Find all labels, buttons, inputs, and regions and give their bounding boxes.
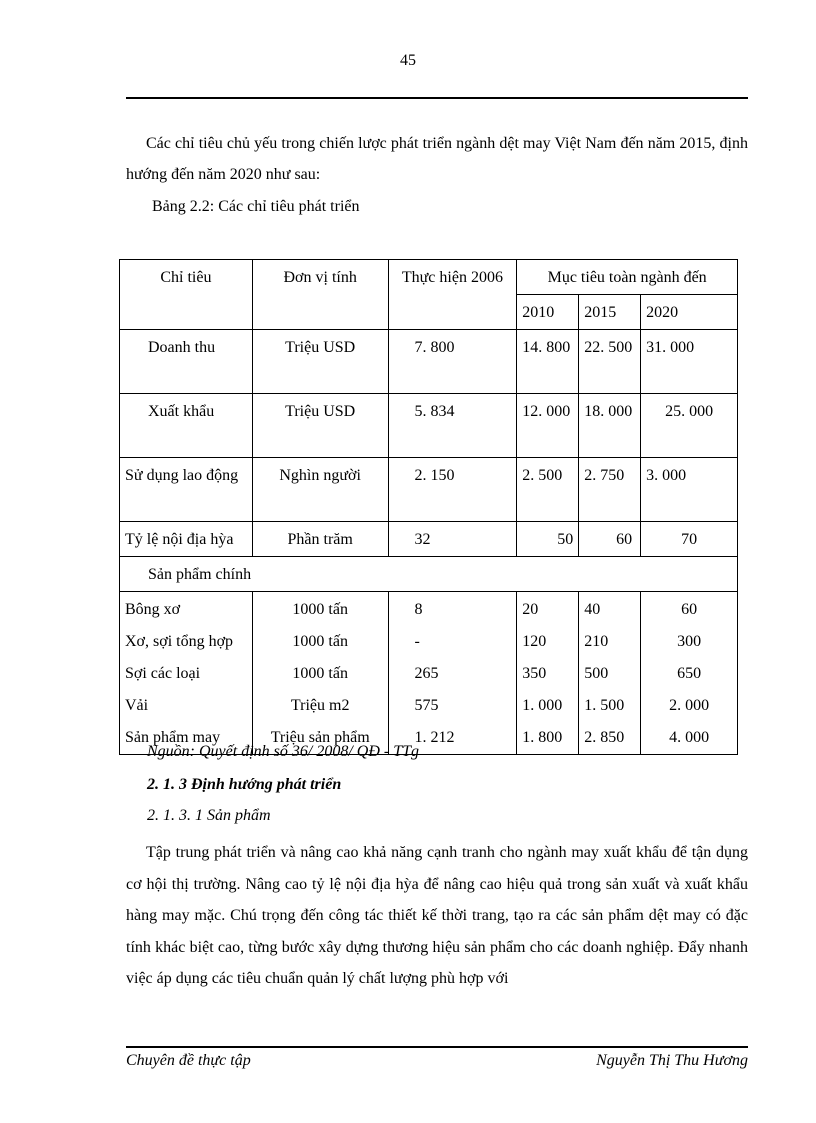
row-unit: Triệu USD xyxy=(252,394,388,458)
list-item: 20 xyxy=(522,601,539,618)
section-label: Sản phẩm chính xyxy=(120,557,738,592)
table-row xyxy=(120,330,738,394)
list-item: Vải xyxy=(125,697,149,714)
list-item: 350 xyxy=(522,665,547,682)
row-2015: 18. 000 xyxy=(579,394,641,458)
list-item: Triệu m2 xyxy=(290,697,350,714)
header-actual-2006: Thực hiện 2006 xyxy=(388,260,517,330)
list-item: 1. 000 xyxy=(522,697,563,714)
row-unit: Nghìn người xyxy=(252,458,388,522)
list-item: Bông xơ xyxy=(125,601,181,618)
list-item: 1. 800 xyxy=(522,729,563,746)
header-year-2020: 2020 xyxy=(641,295,738,330)
list-item: 4. 000 xyxy=(669,729,710,746)
row-actual: 2. 150 xyxy=(388,458,517,522)
product-2010-column xyxy=(517,592,579,755)
row-2010: 12. 000 xyxy=(517,394,579,458)
list-item: 650 xyxy=(677,665,702,682)
row-indicator: Xuất khẩu xyxy=(120,394,253,458)
table-row xyxy=(120,458,738,522)
list-item: 265 xyxy=(414,665,439,682)
table-row xyxy=(120,394,738,458)
product-rows xyxy=(120,592,738,755)
product-unit-column xyxy=(252,592,388,755)
list-item: 40 xyxy=(584,601,601,618)
list-item: 500 xyxy=(584,665,609,682)
row-2020: 70 xyxy=(641,522,738,557)
footer-rule xyxy=(126,1046,748,1048)
product-2015-column xyxy=(579,592,641,755)
table-caption: Bảng 2.2: Các chỉ tiêu phát triển xyxy=(152,198,360,215)
list-item: 1. 500 xyxy=(584,697,625,714)
intro-paragraph: Các chỉ tiêu chủ yếu trong chiến lược phát triển ngành dệt may Việt Nam đến năm 2015, định hướng đến năm 2020 như sau: xyxy=(126,135,748,183)
row-2020: 25. 000 xyxy=(641,394,738,458)
page-number: 45 xyxy=(400,52,416,69)
row-2010: 14. 800 xyxy=(517,330,579,394)
list-item: Xơ, sợi tổng hợp xyxy=(125,633,234,650)
list-item: Triệu sản phẩm xyxy=(270,729,370,746)
footer-left-text: Chuyên đề thực tập xyxy=(126,1052,251,1069)
subsection-heading: 2. 1. 3. 1 Sản phẩm xyxy=(147,807,271,824)
table-source: Nguồn: Quyết định số 36/ 2008/ QĐ - TTg xyxy=(147,743,419,760)
list-item: 1000 tấn xyxy=(292,633,348,650)
body-paragraph: Tập trung phát triển và nâng cao khả năng cạnh tranh cho ngành may xuất khẩu để tận dụng cơ hội thị trường. Nâng cao tỷ lệ nội địa hỳa để nâng cao hiệu quả trong sản xuất và xuất khẩu hàng may mặc. Chú trọng đến công tác thiết kế thời trang, tạo ra các sản phẩm dệt may có đặc tính khác biệt cao, từng bước xây dựng thương hiệu sản phẩm cho các doanh nghiệp. Đẩy nhanh việc áp dụng các tiêu chuẩn quản lý chất lượng phù hợp với xyxy=(126,844,748,987)
product-indicator-column xyxy=(120,592,253,755)
list-item: Sản phẩm may xyxy=(125,729,221,746)
list-item: Sợi các loại xyxy=(125,665,201,682)
row-2020: 3. 000 xyxy=(641,458,738,522)
section-heading: 2. 1. 3 Định hướng phát triển xyxy=(147,776,342,793)
row-2015: 2. 750 xyxy=(579,458,641,522)
table-section-row xyxy=(120,557,738,592)
row-actual: 7. 800 xyxy=(388,330,517,394)
development-indicators-table xyxy=(119,259,738,755)
table-row xyxy=(120,522,738,557)
list-item: 1. 212 xyxy=(414,729,455,746)
list-item: 2. 850 xyxy=(584,729,625,746)
list-item: 2. 000 xyxy=(669,697,710,714)
header-year-2010: 2010 xyxy=(517,295,579,330)
header-year-2015: 2015 xyxy=(579,295,641,330)
row-indicator: Tỷ lệ nội địa hỳa xyxy=(120,522,253,557)
list-item: 300 xyxy=(677,633,702,650)
row-unit: Triệu USD xyxy=(252,330,388,394)
row-actual: 32 xyxy=(388,522,517,557)
row-2010: 50 xyxy=(517,522,579,557)
header-target: Mục tiêu toàn ngành đến xyxy=(517,260,738,295)
header-unit: Đơn vị tính xyxy=(252,260,388,330)
list-item: 60 xyxy=(681,601,698,618)
product-actual-column xyxy=(388,592,517,755)
row-2015: 60 xyxy=(579,522,641,557)
header-indicator: Chỉ tiêu xyxy=(120,260,253,330)
row-2020: 31. 000 xyxy=(641,330,738,394)
list-item: 1000 tấn xyxy=(292,601,348,618)
list-item: 210 xyxy=(584,633,609,650)
list-item: 1000 tấn xyxy=(292,665,348,682)
list-item: 120 xyxy=(522,633,547,650)
row-indicator xyxy=(120,458,253,522)
row-indicator-label: Sử dụng lao động xyxy=(125,467,239,484)
row-unit: Phần trăm xyxy=(252,522,388,557)
header-rule xyxy=(126,97,748,99)
row-2015: 22. 500 xyxy=(579,330,641,394)
list-item: 8 xyxy=(414,601,423,618)
table-header-row xyxy=(120,260,738,295)
list-item: - xyxy=(414,633,420,650)
product-2020-column xyxy=(641,592,738,755)
row-actual: 5. 834 xyxy=(388,394,517,458)
row-2010: 2. 500 xyxy=(517,458,579,522)
footer-right-text: Nguyễn Thị Thu Hương xyxy=(596,1052,748,1069)
list-item: 575 xyxy=(414,697,439,714)
row-indicator: Doanh thu xyxy=(120,330,253,394)
